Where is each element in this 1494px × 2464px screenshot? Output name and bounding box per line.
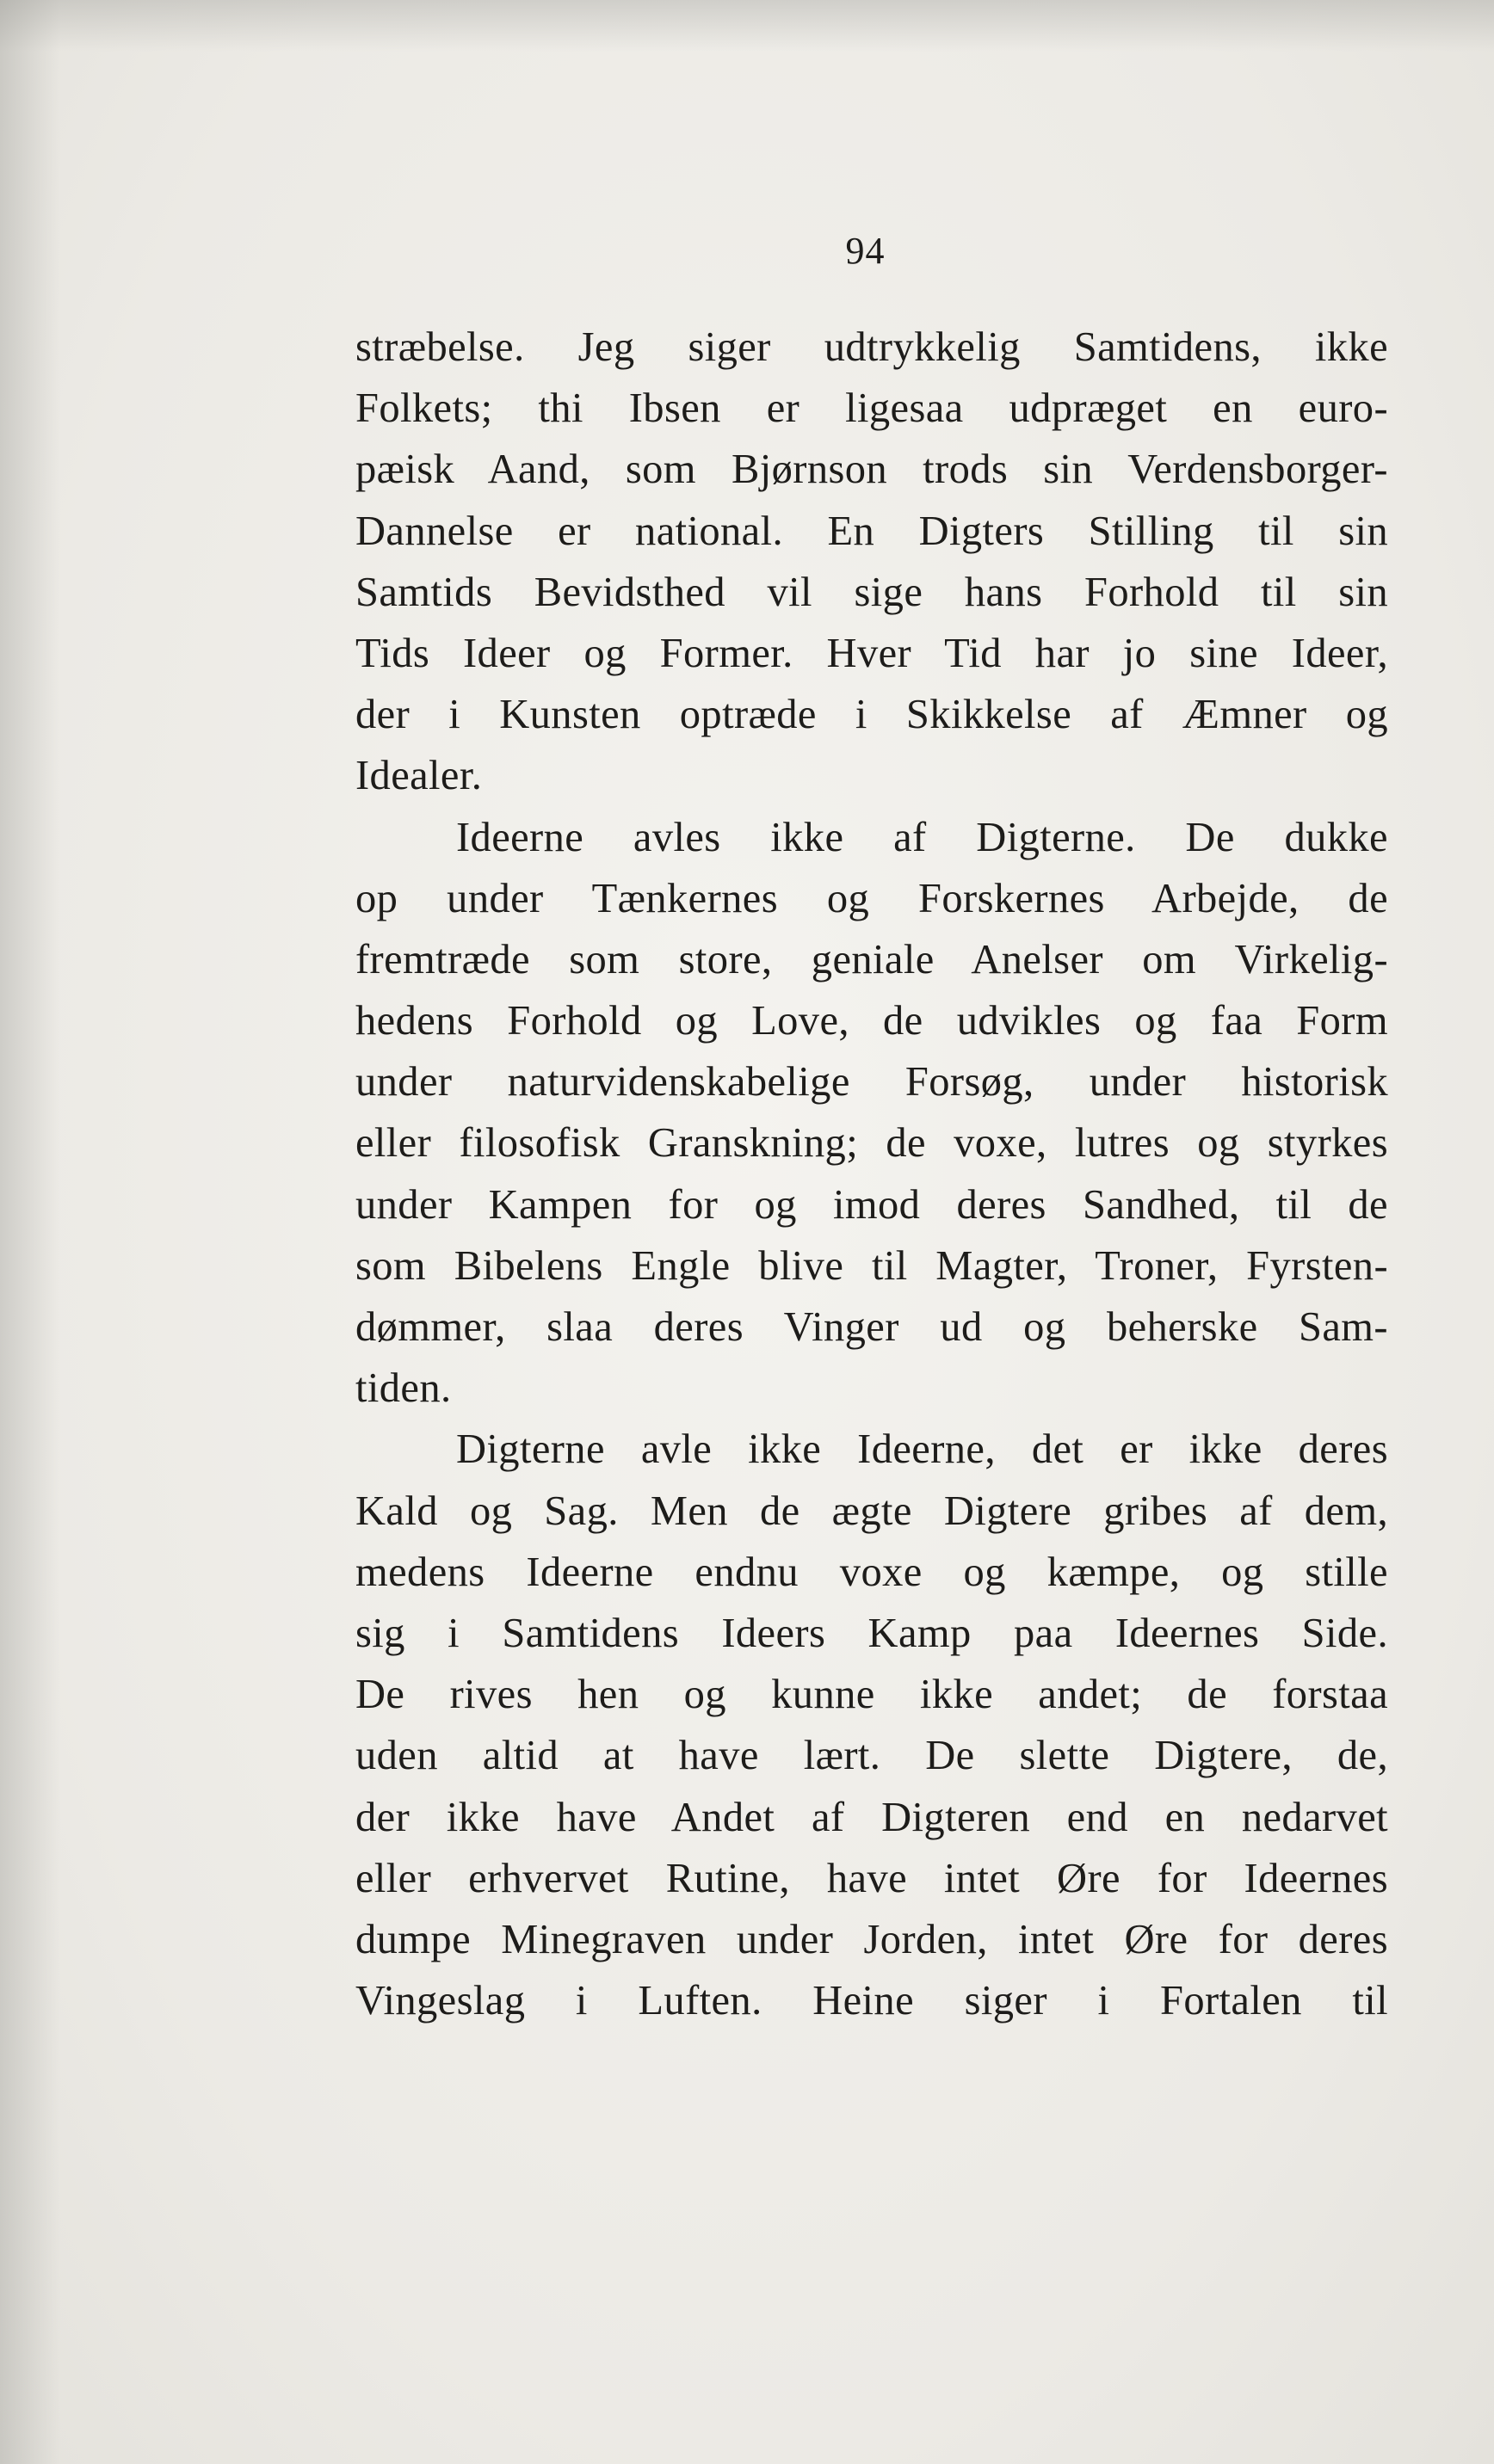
page-number: 94	[845, 230, 886, 272]
text-line: Folkets; thi Ibsen er ligesaa udpræget en euro-	[355, 385, 1388, 432]
text-line: tiden.	[355, 1365, 452, 1412]
paragraph-1	[355, 317, 1388, 807]
text-line: Kald og Sag. Men de ægte Digtere gribes af dem,	[355, 1488, 1388, 1534]
text-line: under naturvidenskabelige Forsøg, under historisk	[355, 1059, 1388, 1106]
text-line: eller filosofisk Granskning; de voxe, lutres og styrkes	[355, 1120, 1388, 1167]
text-line: som Bibelens Engle blive til Magter, Troner, Fyrsten-	[355, 1242, 1388, 1289]
text-line: eller erhvervet Rutine, have intet Øre for Ideernes	[355, 1855, 1388, 1901]
text-line: hedens Forhold og Love, de udvikles og faa Form	[355, 998, 1388, 1044]
paragraph-2	[355, 807, 1388, 1420]
text-line: Digterne avle ikke Ideerne, det er ikke deres	[456, 1426, 1388, 1473]
text-line: op under Tænkernes og Forskernes Arbejde, de	[355, 875, 1388, 921]
text-line: der ikke have Andet af Digteren end en nedarvet	[355, 1794, 1388, 1840]
text-line: under Kampen for og imod deres Sandhed, til de	[355, 1181, 1388, 1228]
text-line: Samtids Bevidsthed vil sige hans Forhold til sin	[355, 569, 1388, 615]
text-line: sig i Samtidens Ideers Kamp paa Ideernes Side.	[355, 1610, 1388, 1656]
text-line: Tids Ideer og Former. Hver Tid har jo sine Ideer,	[355, 630, 1388, 676]
text-line: De rives hen og kunne ikke andet; de forstaa	[355, 1672, 1388, 1718]
text-line: Dannelse er national. En Digters Stilling til sin	[355, 508, 1388, 554]
text-line: dumpe Minegraven under Jorden, intet Øre for deres	[355, 1916, 1388, 1962]
text-line: Idealer.	[355, 753, 483, 799]
text-line: stræbelse. Jeg siger udtrykkelig Samtidens, ikke	[355, 324, 1388, 370]
body-text	[355, 317, 1388, 2031]
text-line: der i Kunsten optræde i Skikkelse af Æmner og	[355, 692, 1388, 738]
text-line: fremtræde som store, geniale Anelser om Virkelig-	[355, 936, 1388, 983]
text-line: dømmer, slaa deres Vinger ud og beherske Sam-	[355, 1304, 1388, 1350]
text-line: uden altid at have lært. De slette Digtere, de,	[355, 1733, 1388, 1779]
text-line: Ideerne avles ikke af Digterne. De dukke	[456, 814, 1388, 860]
text-line: pæisk Aand, som Bjørnson trods sin Verdensborger-	[355, 447, 1388, 493]
text-line: Vingeslag i Luften. Heine siger i Fortalen til	[355, 1978, 1388, 2024]
text-line: medens Ideerne endnu voxe og kæmpe, og stille	[355, 1549, 1388, 1595]
paragraph-3	[355, 1419, 1388, 2031]
